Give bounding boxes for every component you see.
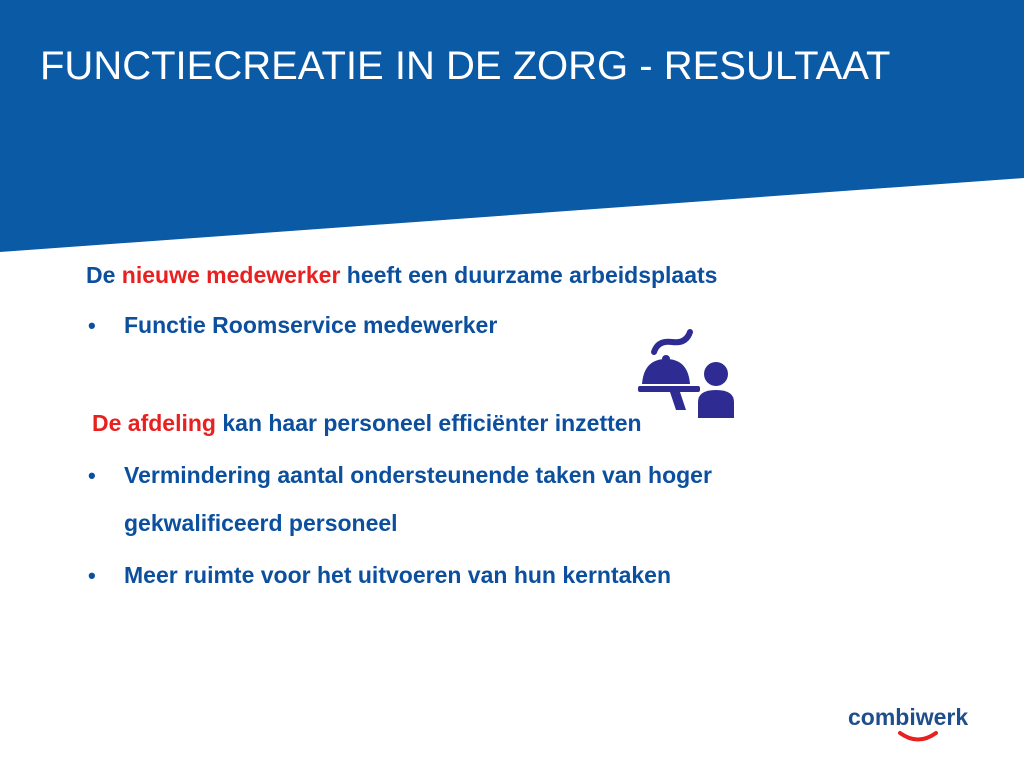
logo-text: combiwerk [848, 704, 969, 730]
section-2-heading [92, 410, 642, 437]
bullet-marker: • [88, 563, 96, 588]
section-2-bullet-2: Meer ruimte voor het uitvoeren van hun kerntaken [124, 562, 672, 588]
section-1-heading-pre: De [86, 262, 122, 288]
roomservice-waiter-icon [636, 326, 736, 418]
section-1-heading [86, 262, 717, 289]
section-1-bullet-1: Functie Roomservice medewerker [124, 312, 498, 338]
section-1-heading-highlight: nieuwe medewerker [121, 262, 341, 288]
bullet-marker: • [88, 313, 96, 338]
smile-icon [898, 730, 938, 744]
section-2-bullet-1: Vermindering aantal ondersteunende taken van hoger [124, 462, 712, 488]
section-2-heading-highlight: De afdeling [92, 410, 216, 436]
bullet-marker: • [88, 463, 96, 488]
combiwerk-logo [846, 700, 976, 752]
section-2-bullet-1-continuation: gekwalificeerd personeel [124, 510, 398, 536]
section-1-heading-post: heeft een duurzame arbeidsplaats [340, 262, 718, 288]
slide-title: FUNCTIECREATIE IN DE ZORG - RESULTAAT [40, 44, 891, 88]
section-2-heading-post: kan haar personeel efficiënter inzetten [215, 410, 642, 436]
